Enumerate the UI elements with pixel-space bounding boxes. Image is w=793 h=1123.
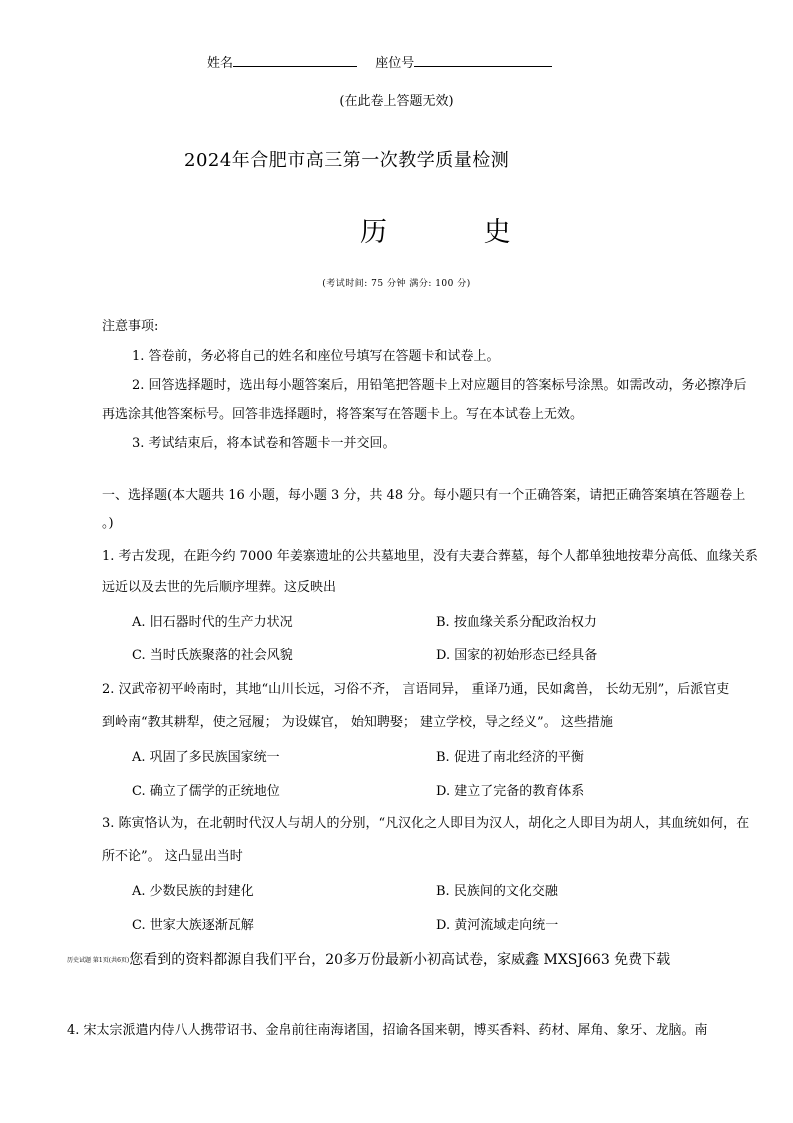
q2-stem-line-1: 2. 汉武帝初平岭南时，其地“山川长远，习俗不齐， 言语同异， 重译乃通，民如禽兽， 长幼无别”，后派官吏 <box>102 682 730 697</box>
q2-option-d: D. 建立了完备的教育体系 <box>436 784 585 799</box>
notice-item-1: 1. 答卷前，务必将自己的姓名和座位号填写在答题卡和试卷上。 <box>132 349 500 364</box>
q3-stem-line-1: 3. 陈寅恪认为，在北朝时代汉人与胡人的分别，“凡汉化之人即目为汉人，胡化之人即目为胡人，其血统如何，在 <box>102 816 750 831</box>
q2-option-a: A. 巩固了多民族国家统一 <box>132 750 280 765</box>
q1-option-c: C. 当时氏族聚落的社会风貌 <box>132 648 293 663</box>
page-number: 历史试题 第1页(共6页) <box>67 957 130 964</box>
seat-blank <box>414 52 552 67</box>
invalid-note: (在此卷上答题无效) <box>339 94 454 109</box>
q2-option-b: B. 促进了南北经济的平衡 <box>436 750 584 765</box>
q4-stem-line-1: 4. 宋太宗派遣内侍八人携带诏书、金帛前往南海诸国，招谕各国来朝，博买香料、药材、犀角、象牙、龙脑。南 <box>67 1023 708 1038</box>
q1-option-d: D. 国家的初始形态已经具备 <box>436 648 598 663</box>
exam-title: 2024年合肥市高三第一次教学质量检测 <box>184 150 510 171</box>
watermark-text: 您看到的资料都源自我们平台，20多万份最新小初高试卷，家威鑫 MXSJ663 免费下载 <box>129 952 671 968</box>
subject-title: 历 史 <box>360 217 555 248</box>
notice-item-3: 3. 考试结束后，将本试卷和答题卡一并交回。 <box>132 436 396 451</box>
notice-heading: 注意事项: <box>102 319 159 334</box>
notice-item-2-line-2: 再选涂其他答案标号。回答非选择题时，将答案写在答题卡上。写在本试卷上无效。 <box>102 407 584 422</box>
exam-info: (考试时间: 75 分钟 满分: 100 分) <box>322 279 471 289</box>
seat-label: 座位号 <box>375 56 415 71</box>
q2-option-c: C. 确立了儒学的正统地位 <box>132 784 280 799</box>
q3-option-b: B. 民族间的文化交融 <box>436 884 558 899</box>
q1-option-a: A. 旧石器时代的生产力状况 <box>132 615 293 630</box>
name-label: 姓名 <box>207 56 234 71</box>
q2-stem-line-2: 到岭南“教其耕犁，使之冠履； 为设媒官， 始知聘娶； 建立学校，导之经义”。 这些措施 <box>102 715 613 730</box>
section-heading-line-2: 。) <box>102 516 114 531</box>
q3-option-d: D. 黄河流域走向统一 <box>436 918 559 933</box>
q3-option-c: C. 世家大族逐渐瓦解 <box>132 918 254 933</box>
q3-stem-line-2: 所不论”。 这凸显出当时 <box>102 849 243 864</box>
q3-option-a: A. 少数民族的封建化 <box>132 884 254 899</box>
q1-stem-line-1: 1. 考古发现，在距今约 7000 年姜寨遗址的公共墓地里，没有夫妻合葬墓，每个人都单独地按辈分高低、血缘关系 <box>102 549 758 564</box>
section-heading-line-1: 一、选择题(本大题共 16 小题，每小题 3 分，共 48 分。每小题只有一个正确答案，请把正确答案填在答题卷上 <box>102 488 746 503</box>
footer-line <box>67 949 670 969</box>
q1-stem-line-2: 远近以及去世的先后顺序埋葬。这反映出 <box>102 580 337 595</box>
notice-item-2-line-1: 2. 回答选择题时，选出每小题答案后，用铅笔把答题卡上对应题目的答案标号涂黑。如需改动，务必擦净后 <box>132 378 747 393</box>
q1-option-b: B. 按血缘关系分配政治权力 <box>436 615 597 630</box>
header-row <box>207 52 552 71</box>
name-blank <box>233 52 357 67</box>
